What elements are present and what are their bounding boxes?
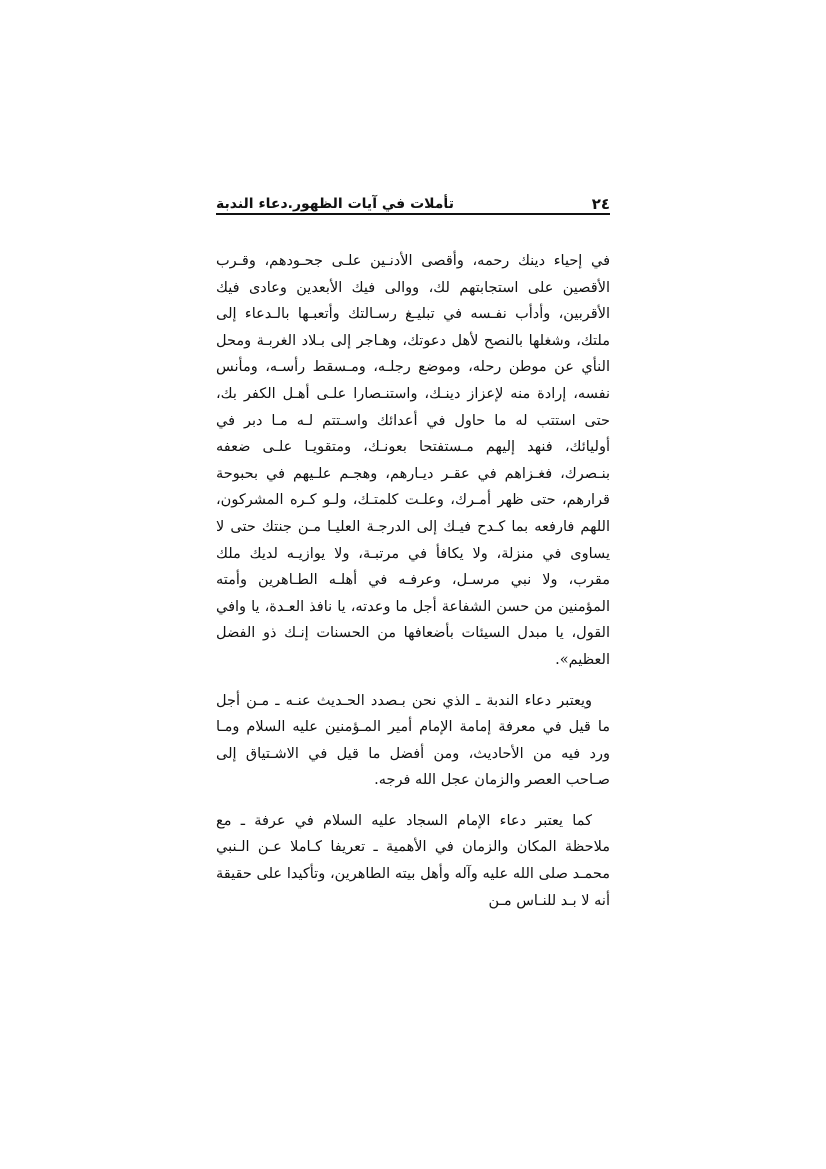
paragraph-2: ويعتبر دعاء الندبة ـ الذي نحن بـصدد الحـديث عنـه ـ مـن أجل ما قيل في معرفة إمامة الإمام أمير المـؤمنين عليه السلام ومـا ورد فيه من الأحاديث، ومن أفضل ما قيل في الاشـتياق إلى صـاحب العصر والزمان عجل الله فرجه. — [216, 692, 610, 789]
running-title: تأملات في آيات الظهور.دعاء الندبة — [216, 196, 454, 212]
running-header — [216, 188, 610, 214]
body-text — [216, 248, 610, 928]
header-rule — [216, 213, 610, 215]
paragraph-1: في إحياء دينك رحمه، وأقصى الأدنـين علـى جحـودهم، وقـرب الأقصين على استجابتهم لك، ووالى فيك الأبعدين وعادى فيك الأقربين، وأدأب نفـسه في تبليـغ رسـالتك وأتعبـها بالـدعاء إلى ملتك، وشغلها بالنصح لأهل دعوتك، وهـاجر إلى بـلاد الغربـة ومحل النأي عن موطن رحله، وموضع رجلـه، ومـسقط رأسـه، ومأنس نفسه، إرادة منه لإعزاز دينـك، واستنـصارا علـى أهـل الكفر بك، حتى استتب له ما حاول في أعدائك واسـتتم لـه مـا دبر في أوليائك، فنهد إليهم مـستفتحا بعونـك، ومتقويـا علـى ضعفه بنـصرك، فغـزاهم في عقـر ديـارهم، وهجـم علـيهم في بحبوحة قرارهم، حتى ظهر أمـرك، وعلـت كلمتـك، ولـو كـره المشركون، اللهم فارفعه بما كـدح فيـك إلى الدرجـة العليـا مـن جنتك حتى لا يساوى في منزلة، ولا يكافأ في مرتبـة، ولا يوازيـه لديك ملك مقرب، ولا نبي مرسـل، وعرفـه في أهلـه الطـاهرين وأمته المؤمنين من حسن الشفاعة أجل ما وعدته، يا نافذ العـدة، يا وافي القول، يا مبدل السيئات بأضعافها من الحسنات إنـك ذو الفضل العظيم». — [216, 253, 610, 668]
page-number: ٢٤ — [591, 195, 610, 213]
paragraph-3: كما يعتبر دعاء الإمام السجاد عليه السلام في عرفة ـ مع ملاحظة المكان والزمان في الأهمية ـ تعريفا كـاملا عـن الـنبي محمـد صلى الله عليه وآله وأهل بيته الطاهرين، وتأكيدا على حقيقة أنه لا بـد للنـاس مـن — [216, 812, 610, 909]
